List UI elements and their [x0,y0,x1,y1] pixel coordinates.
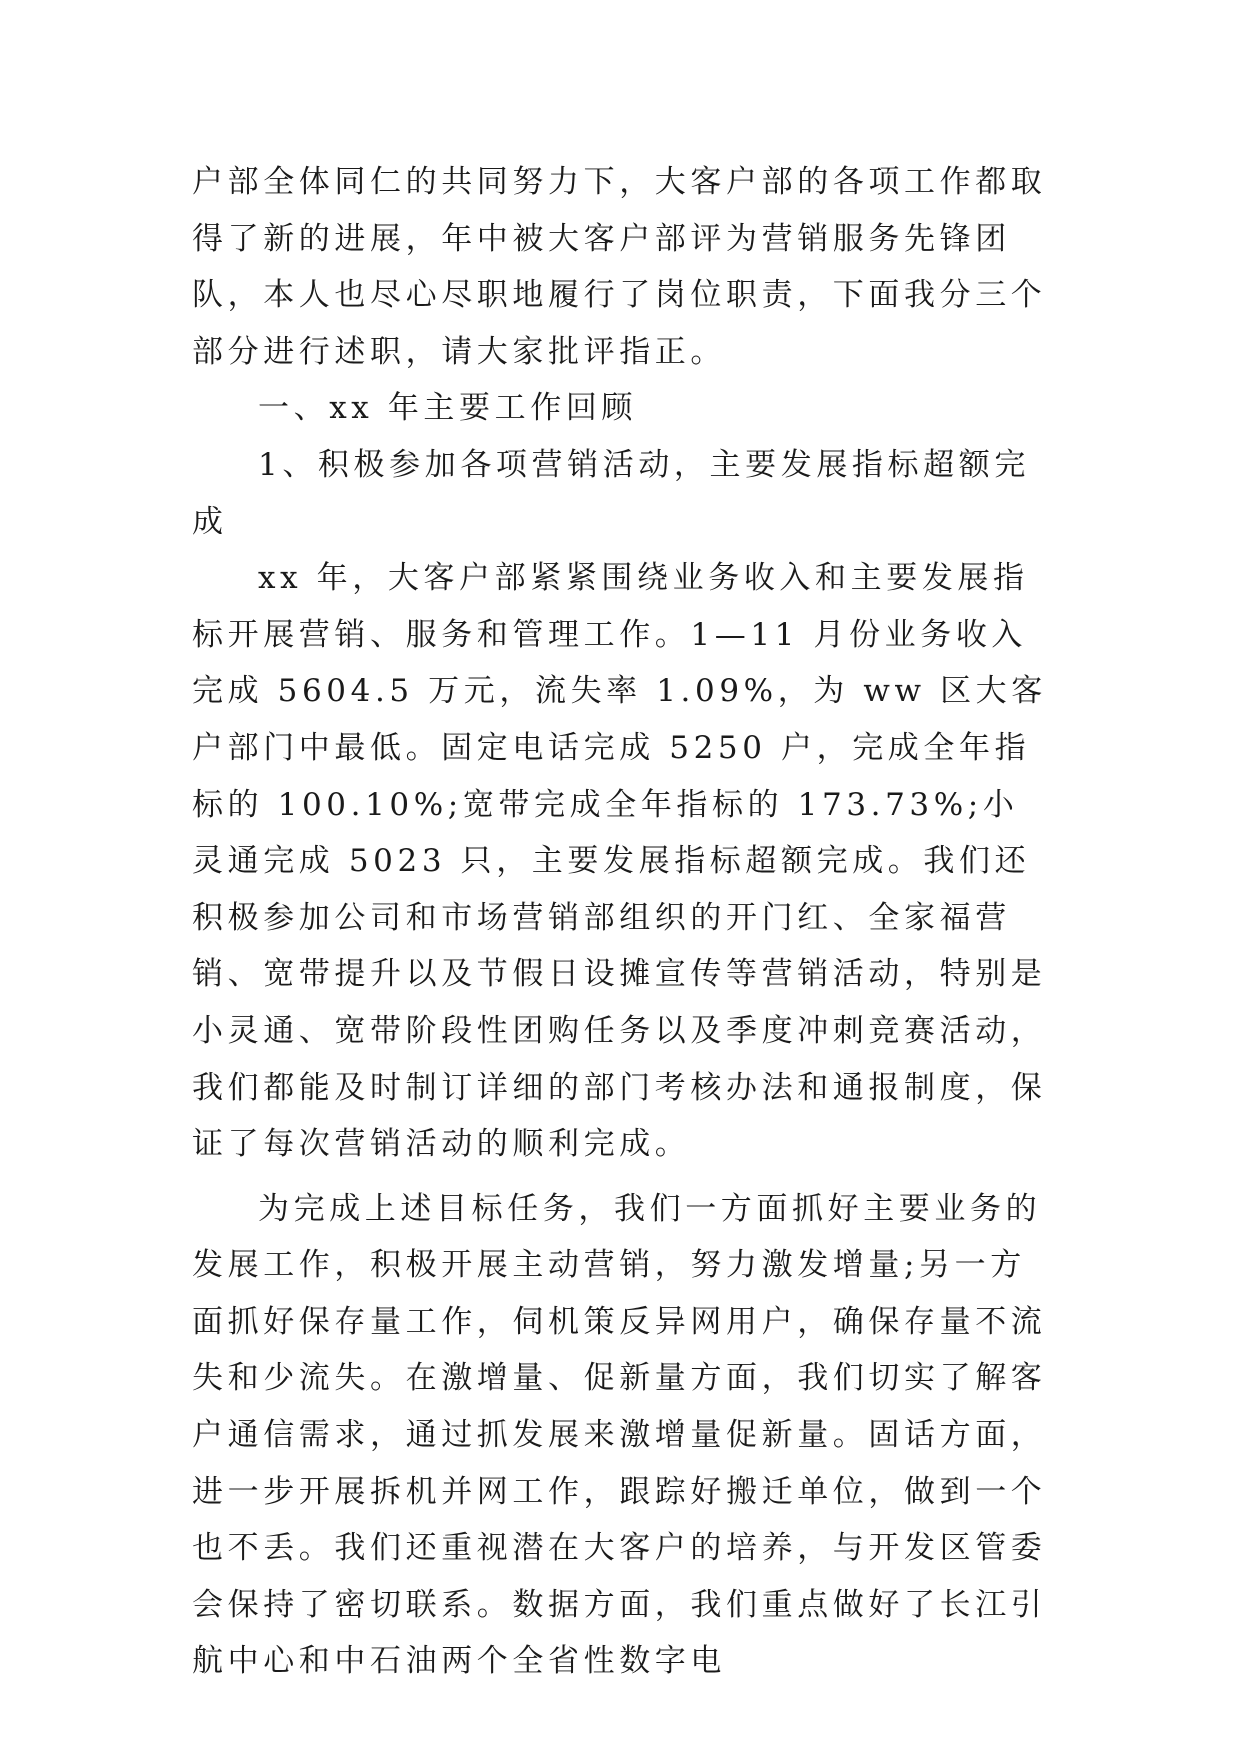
document-body [192,154,1052,1690]
paragraph-strategy: 为完成上述目标任务，我们一方面抓好主要业务的发展工作，积极开展主动营销，努力激发增量;另一方面抓好保存量工作，伺机策反异网用户，确保存量不流失和少流失。在激增量、促新量方面，我们切实了解客户通信需求，通过抓发展来激增量促新量。固话方面，进一步开展拆机并网工作，跟踪好搬迁单位，做到一个也不丢。我们还重视潜在大客户的培养，与开发区管委会保持了密切联系。数据方面，我们重点做好了长江引航中心和中石油两个全省性数字电 [192,1190,1047,1680]
subsection-heading: 1、积极参加各项营销活动，主要发展指标超额完成 [192,446,1030,540]
section-heading: 一、xx 年主要工作回顾 [258,390,638,427]
paragraph-intro: 户部全体同仁的共同努力下，大客户部的各项工作都取得了新的进展，年中被大客户部评为营销服务先锋团队，本人也尽心尽职地履行了岗位职责，下面我分三个部分进行述职，请大家批评指正。 [192,164,1047,370]
paragraph-performance: xx 年，大客户部紧紧围绕业务收入和主要发展指标开展营销、服务和管理工作。1—11 月份业务收入完成 5604.5 万元，流失率 1.09%，为 ww 区大客户部门中最低。固定电话完成 5250 户，完成全年指标的 100.10%;宽带完成全年指标的 173.73%;小灵通完成 5023 只，主要发展指标超额完成。我们还积极参加公司和市场营销部组织的开门红、全家福营销、宽带提升以及节假日设摊宣传等营销活动，特别是小灵通、宽带阶段性团购任务以及季度冲刺竞赛活动，我们都能及时制订详细的部门考核办法和通报制度，保证了每次营销活动的顺利完成。 [192,560,1047,1163]
